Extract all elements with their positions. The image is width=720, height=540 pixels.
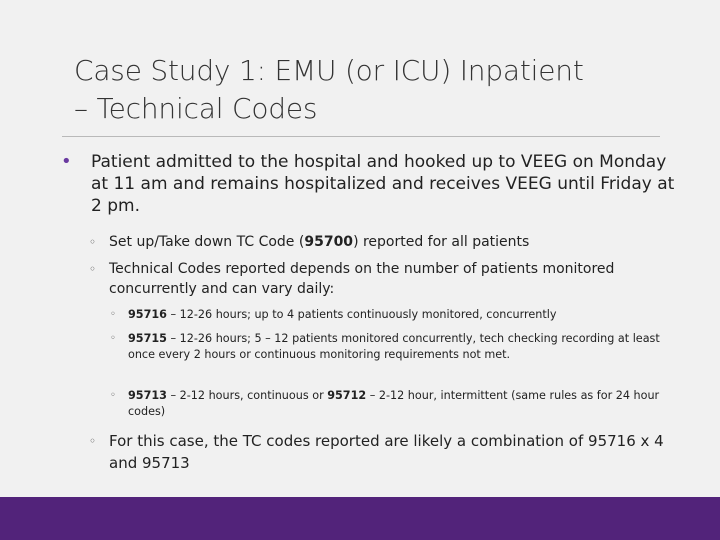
code-label: 95713 bbox=[128, 389, 167, 402]
bullet-dot-icon: • bbox=[61, 151, 72, 172]
code-item bbox=[110, 331, 668, 363]
code-label-2: 95712 bbox=[327, 389, 367, 402]
title-line-2: – Technical Codes bbox=[74, 92, 318, 125]
bullet-text: Patient admitted to the hospital and hooked up to VEEG on Monday at 11 am and remains hospitalized and receives VEEG until Friday at 2 pm. bbox=[91, 152, 675, 216]
code-description: – 12-26 hours; up to 4 patients continuously monitored, concurrently bbox=[166, 308, 557, 321]
code-label: 95715 bbox=[128, 332, 167, 345]
footer-accent-bar bbox=[0, 497, 720, 540]
title-line-1: Case Study 1: EMU (or ICU) Inpatient bbox=[74, 54, 584, 87]
code-description: – 12-26 hours; 5 – 12 patients monitored concurrently, tech checking recording at least once every 2 hours or continuous monitoring requirements not met. bbox=[128, 332, 660, 361]
code-item bbox=[110, 388, 668, 420]
code-description-mid: – 2-12 hours, continuous or bbox=[166, 389, 328, 402]
sub-bullet-circle-icon: ◦ bbox=[110, 333, 116, 344]
sub-bullet-setup bbox=[89, 232, 669, 252]
code-item bbox=[110, 307, 668, 323]
sub-bullet-circle-icon: ◦ bbox=[89, 235, 97, 249]
sub-bullet-circle-icon: ◦ bbox=[89, 262, 97, 276]
sub-bullet-conclusion bbox=[89, 430, 669, 474]
sub-bullet-text: Technical Codes reported depends on the number of patients monitored concurrently and can vary daily: bbox=[109, 261, 615, 297]
sub-bullet-circle-icon: ◦ bbox=[89, 434, 97, 448]
sub-bullet-text-pre: Set up/Take down TC Code ( bbox=[109, 234, 305, 250]
code-label: 95716 bbox=[128, 308, 167, 321]
sub-bullet-circle-icon: ◦ bbox=[110, 309, 116, 320]
sub-bullet-circle-icon: ◦ bbox=[110, 390, 116, 401]
title-divider bbox=[62, 136, 660, 137]
sub-bullet-technical-codes bbox=[89, 259, 669, 299]
sub-bullet-text-post: ) reported for all patients bbox=[353, 234, 530, 250]
slide-title bbox=[74, 52, 674, 128]
sub-bullet-text: For this case, the TC codes reported are likely a combination of 95716 x 4 and 95713 bbox=[109, 432, 664, 472]
bullet-level1 bbox=[61, 151, 681, 217]
code-description: – 2-12 hour, intermittent (same rules as for 24 hour codes) bbox=[128, 389, 660, 418]
code-95700: 95700 bbox=[304, 234, 354, 250]
